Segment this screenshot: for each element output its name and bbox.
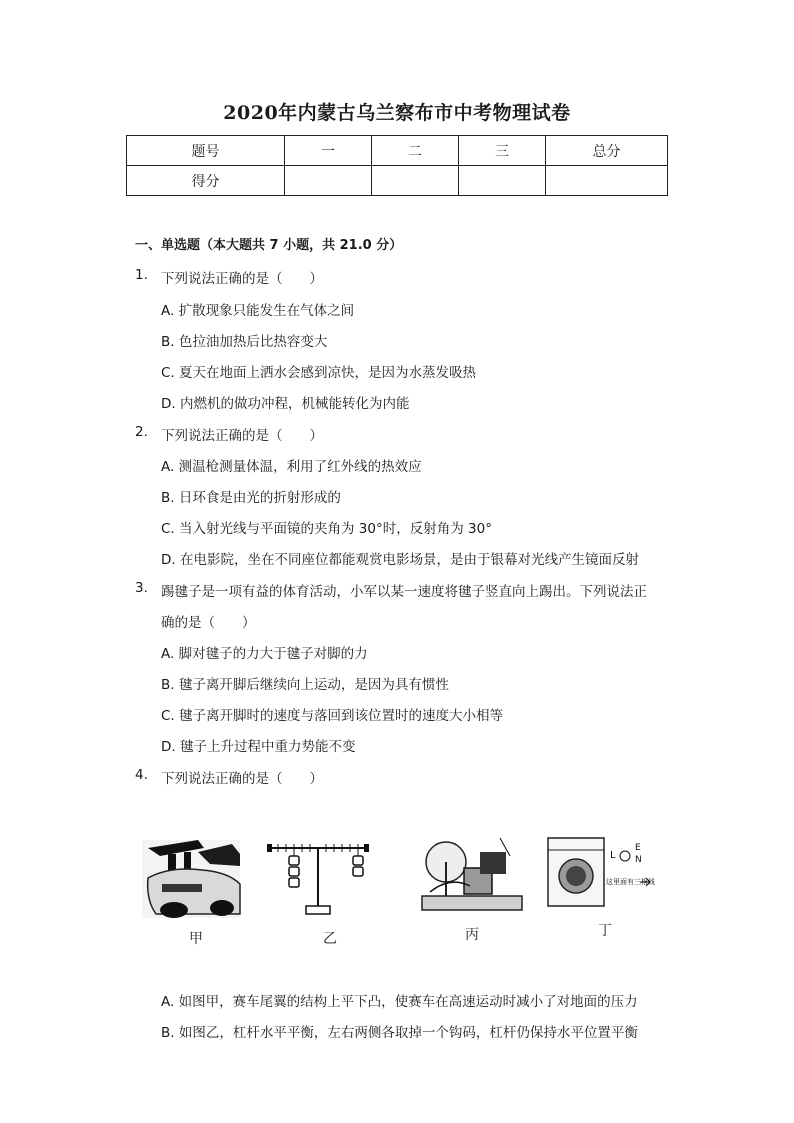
table-cell: 一 [285, 136, 372, 166]
option: C. 夏天在地面上洒水会感到凉快，是因为水蒸发吸热 [161, 365, 477, 381]
question-number: 4. [135, 767, 148, 783]
washing-machine-illustration [548, 838, 655, 906]
question-stem: 下列说法正确的是（ ） [161, 771, 323, 787]
table-cell [459, 166, 546, 196]
question-number: 3. [135, 580, 148, 596]
washer-label-l: L [610, 850, 616, 861]
option: B. 日环食是由光的折射形成的 [161, 490, 341, 506]
table-cell: 得分 [127, 166, 285, 196]
race-car-illustration [142, 840, 240, 918]
figure-caption-ding: 丁 [598, 923, 612, 939]
question-stem: 确的是（ ） [161, 615, 256, 631]
section-heading: 一、单选题（本大题共 7 小题，共 21.0 分） [135, 238, 403, 253]
table-cell: 总分 [546, 136, 668, 166]
option: A. 如图甲，赛车尾翼的结构上平下凸，使赛车在高速运动时减小了对地面的压力 [161, 994, 638, 1010]
table-row [127, 166, 668, 196]
score-table [126, 135, 668, 196]
figure-caption-jia: 甲 [189, 931, 203, 947]
option: B. 毽子离开脚后继续向上运动，是因为具有惯性 [161, 677, 449, 693]
option: C. 毽子离开脚时的速度与落回到该位置时的速度大小相等 [161, 708, 504, 724]
figure-caption-yi: 乙 [323, 931, 337, 947]
option: D. 内燃机的做功冲程，机械能转化为内能 [161, 396, 410, 412]
option: C. 当入射光线与平面镜的夹角为 30°时，反射角为 30° [161, 521, 492, 537]
option: A. 扩散现象只能发生在气体之间 [161, 303, 355, 319]
option: D. 在电影院，坐在不同座位都能观赏电影场景，是由于银幕对光线产生镜面反射 [161, 552, 639, 568]
washer-note: 这里面有三根线 [606, 878, 655, 886]
table-cell: 题号 [127, 136, 285, 166]
table-cell [372, 166, 459, 196]
washer-label-e: E [635, 843, 641, 853]
option: A. 测温枪测量体温，利用了红外线的热效应 [161, 459, 422, 475]
question-stem: 踢毽子是一项有益的体育活动，小军以某一速度将毽子竖直向上踢出。下列说法正 [161, 584, 647, 600]
question-stem: 下列说法正确的是（ ） [161, 428, 323, 444]
page-title: 2020年内蒙古乌兰察布市中考物理试卷 [223, 102, 571, 124]
table-cell [285, 166, 372, 196]
question-number: 1. [135, 267, 148, 283]
table-cell: 三 [459, 136, 546, 166]
table-cell [546, 166, 668, 196]
lever-balance-illustration [267, 844, 369, 914]
question-number: 2. [135, 424, 148, 440]
motor-apparatus-illustration [422, 838, 522, 910]
question-figure [140, 826, 660, 946]
option: D. 毽子上升过程中重力势能不变 [161, 739, 356, 755]
table-row [127, 136, 668, 166]
option: A. 脚对毽子的力大于毽子对脚的力 [161, 646, 368, 662]
question-stem: 下列说法正确的是（ ） [161, 271, 323, 287]
washer-label-n: N [635, 855, 642, 865]
option: B. 如图乙，杠杆水平平衡，左右两侧各取掉一个钩码，杠杆仍保持水平位置平衡 [161, 1025, 638, 1041]
table-cell: 二 [372, 136, 459, 166]
figure-caption-bing: 丙 [465, 927, 479, 943]
option: B. 色拉油加热后比热容变大 [161, 334, 328, 350]
